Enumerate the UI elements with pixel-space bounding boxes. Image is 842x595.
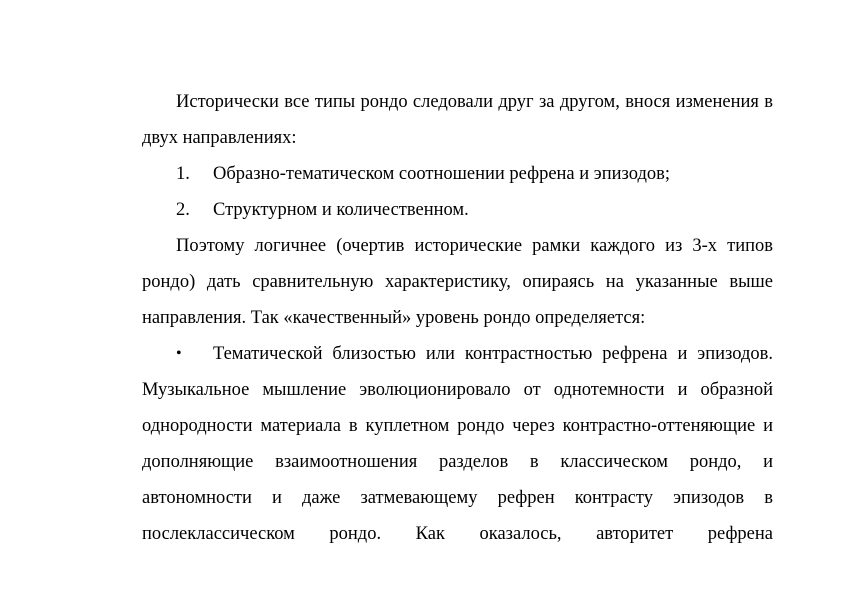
bullet-item-text: Тематической близостью или контрастностью рефрена и эпизодов. Музыкальное мышление эволюционировало от однотемности и образной однородности материала в куплетном рондо через контрастно-оттеняющие и дополняющие взаимоотношения разделов в классическом рондо, и автономности и даже затмевающему рефрен контрасту эпизодов в послеклассическом рондо. Как оказалось, авторитет рефрена xyxy=(142,344,773,544)
list-item-1 xyxy=(142,156,773,192)
bullet-item xyxy=(142,336,773,552)
list-marker-1: 1. xyxy=(176,164,190,184)
bullet-marker: • xyxy=(176,345,182,362)
list-item-2-text: Структурном и количественном. xyxy=(213,200,469,220)
list-marker-2: 2. xyxy=(176,200,190,220)
list-item-1-text: Образно-тематическом соотношении рефрена и эпизодов; xyxy=(213,164,670,184)
document-body xyxy=(142,84,773,552)
paragraph-directions: Поэтому логичнее (очертив исторические рамки каждого из 3-х типов рондо) дать сравнительную характеристику, опираясь на указанные выше направления. Так «качественный» уровень рондо определяется: xyxy=(142,236,773,328)
paragraph-intro: Исторически все типы рондо следовали друг за другом, внося изменения в двух направлениях: xyxy=(142,92,773,148)
list-item-2 xyxy=(142,192,773,228)
